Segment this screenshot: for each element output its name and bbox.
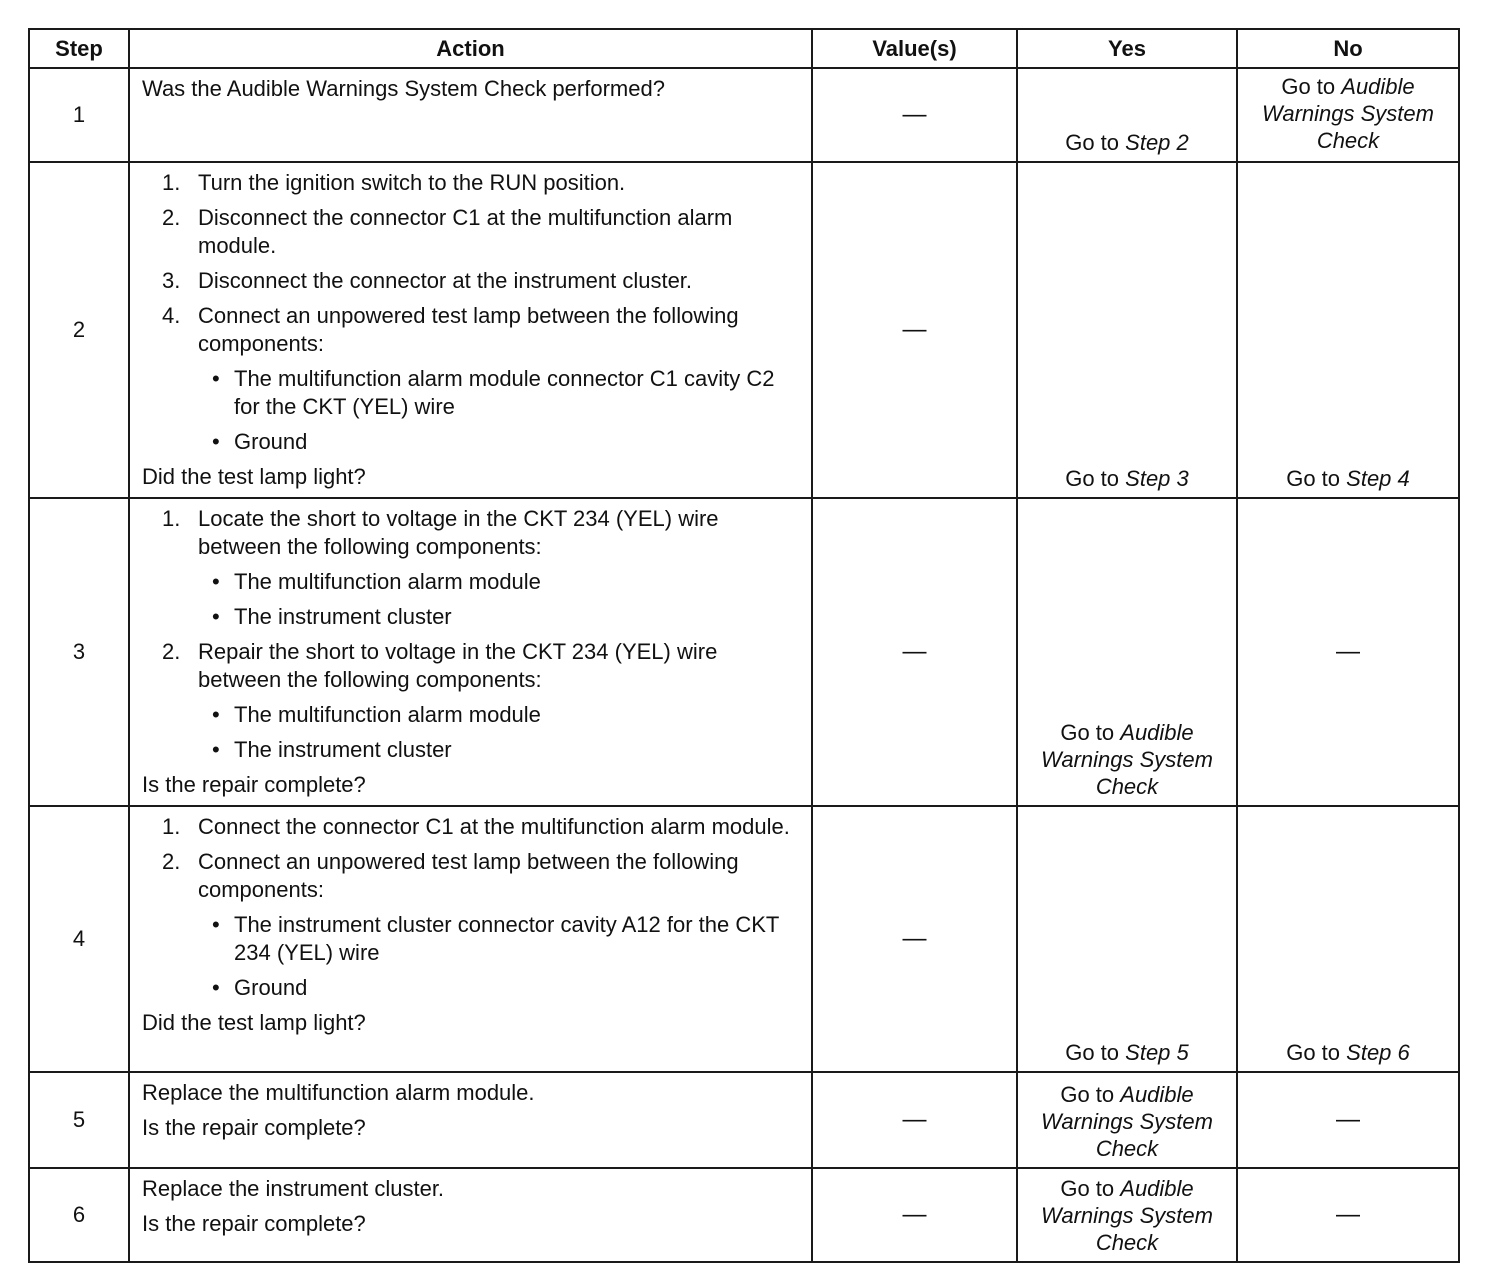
yes-target-link[interactable]: Audible Warnings System Check [1041,1082,1213,1161]
value-cell: — [812,1168,1017,1262]
table-row [29,68,1459,162]
action-question: Is the repair complete? [142,1115,366,1140]
yes-cell [1017,1072,1237,1168]
yes-target-link[interactable]: Step 5 [1125,1040,1189,1065]
yes-target-link[interactable]: Step 2 [1125,130,1189,155]
yes-prefix: Go to [1065,1040,1120,1065]
no-cell: — [1237,1168,1459,1262]
no-prefix: Go to [1286,466,1341,491]
diagnostic-table [28,28,1460,1263]
yes-cell [1017,806,1237,1072]
step-number: 3 [29,498,129,806]
header-step: Step [29,29,129,68]
bullet-item: • The multifunction alarm module [212,702,541,727]
yes-target-link[interactable]: Step 3 [1125,466,1189,491]
list-item: 3. Disconnect the connector at the instrument cluster. [162,268,693,293]
bullet-item: • The multifunction alarm module connector C1 cavity C2 for the CKT (YEL) wire [212,366,775,419]
bullet-item: • The instrument cluster connector cavity A12 for the CKT 234 (YEL) wire [212,912,779,965]
action-cell [129,162,812,498]
bullet-item: • The instrument cluster [212,604,452,629]
header-row [29,29,1459,68]
action-question: Was the Audible Warnings System Check performed? [142,76,665,101]
yes-prefix: Go to [1065,130,1120,155]
action-statement: Replace the instrument cluster. [142,1176,445,1201]
list-item: 2. Disconnect the connector C1 at the multifunction alarm module. [162,205,733,258]
action-question: Did the test lamp light? [142,1010,366,1035]
list-item: 1. Locate the short to voltage in the CKT 234 (YEL) wire between the following components: [162,506,719,559]
yes-prefix: Go to [1060,1082,1115,1107]
yes-target-link[interactable]: Audible Warnings System Check [1041,720,1213,799]
no-prefix: Go to [1281,74,1336,99]
no-cell: — [1237,1072,1459,1168]
list-item: 4. Connect an unpowered test lamp between the following components: [162,303,739,356]
yes-cell [1017,1168,1237,1262]
list-item: 1. Connect the connector C1 at the multifunction alarm module. [162,814,790,839]
action-cell [129,1168,812,1262]
step-number: 6 [29,1168,129,1262]
yes-cell [1017,68,1237,162]
action-cell [129,1072,812,1168]
no-target-link[interactable]: Step 6 [1346,1040,1410,1065]
yes-cell [1017,498,1237,806]
step-number: 1 [29,68,129,162]
action-question: Did the test lamp light? [142,464,366,489]
bullet-item: • Ground [212,975,308,1000]
no-target-link[interactable]: Audible Warnings System Check [1262,74,1434,153]
header-no: No [1237,29,1459,68]
table-row [29,162,1459,498]
yes-prefix: Go to [1060,720,1115,745]
value-cell: — [812,806,1017,1072]
no-cell [1237,68,1459,162]
header-values: Value(s) [812,29,1017,68]
yes-target-link[interactable]: Audible Warnings System Check [1041,1176,1213,1255]
value-cell: — [812,162,1017,498]
yes-cell [1017,162,1237,498]
value-cell: — [812,68,1017,162]
bullet-item: • Ground [212,429,308,454]
action-statement: Replace the multifunction alarm module. [142,1080,535,1105]
step-number: 5 [29,1072,129,1168]
yes-prefix: Go to [1060,1176,1115,1201]
header-action: Action [129,29,812,68]
table-row [29,1168,1459,1262]
table-row [29,498,1459,806]
no-target-link[interactable]: Step 4 [1346,466,1410,491]
action-cell [129,68,812,162]
no-cell: — [1237,498,1459,806]
action-cell [129,498,812,806]
yes-prefix: Go to [1065,466,1120,491]
step-number: 4 [29,806,129,1072]
step-number: 2 [29,162,129,498]
bullet-item: • The instrument cluster [212,737,452,762]
list-item: 2. Connect an unpowered test lamp between the following components: [162,849,739,902]
value-cell: — [812,1072,1017,1168]
no-prefix: Go to [1286,1040,1341,1065]
header-yes: Yes [1017,29,1237,68]
list-item: 2. Repair the short to voltage in the CKT 234 (YEL) wire between the following components: [162,639,718,692]
no-cell [1237,162,1459,498]
action-question: Is the repair complete? [142,1211,366,1236]
list-item: 1. Turn the ignition switch to the RUN position. [162,170,626,195]
value-cell: — [812,498,1017,806]
action-question: Is the repair complete? [142,772,366,797]
table-row [29,1072,1459,1168]
bullet-item: • The multifunction alarm module [212,569,541,594]
table-row [29,806,1459,1072]
action-cell [129,806,812,1072]
no-cell [1237,806,1459,1072]
